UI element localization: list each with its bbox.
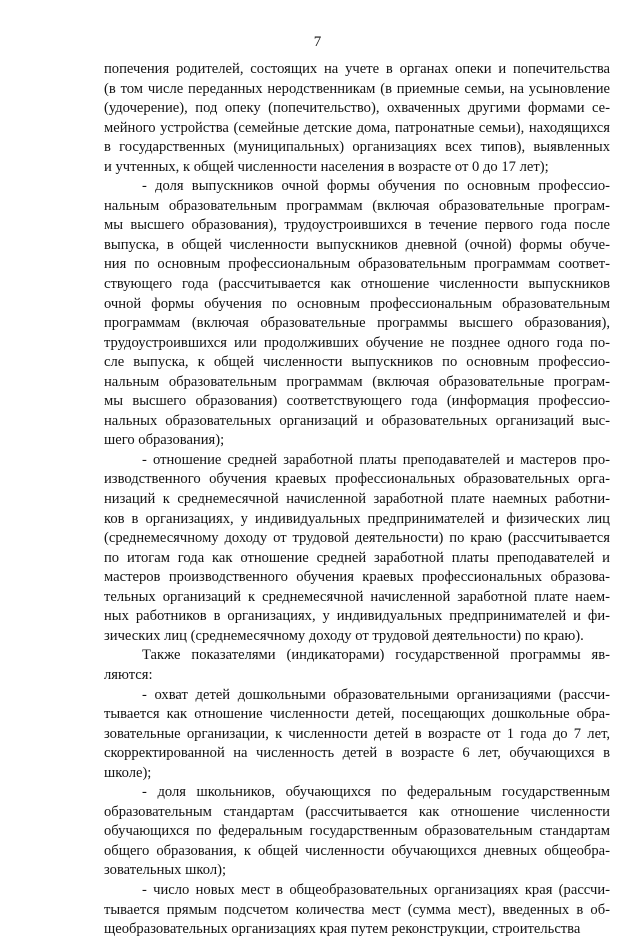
text-line: ствующего года (рассчитывается как отношение численности выпускников bbox=[104, 276, 610, 293]
text-line: трудоустроившихся или продолживших обучение не позднее одного года по- bbox=[104, 334, 610, 351]
text-line: мы высшего образования) соответствующего года (информация профессио- bbox=[104, 393, 610, 410]
text-line: нальных образовательных организаций и образовательных организаций выс- bbox=[104, 412, 610, 429]
text-line: очной формы обучения по основным профессиональным образовательным bbox=[104, 295, 610, 312]
text-line: зовательные организации, к численности детей в возрасте от 1 года до 7 лет, bbox=[104, 725, 610, 742]
text-line: нальным образовательным программам (включая образовательные програм- bbox=[104, 373, 610, 390]
text-line: попечения родителей, состоящих на учете в органах опеки и попечительства bbox=[104, 61, 610, 77]
text-line: - охват детей дошкольными образовательными организациями (рассчи- bbox=[142, 686, 610, 703]
paragraph bbox=[104, 686, 610, 784]
paragraph bbox=[104, 60, 610, 177]
text-line: (удочерение), под опеку (попечительство), охваченных другими формами се- bbox=[104, 100, 610, 117]
text-line: - доля школьников, обучающихся по федеральным государственным bbox=[142, 784, 610, 801]
text-line: щеобразовательных организациях края путем реконструкции, строительства bbox=[104, 921, 581, 938]
text-line: школе); bbox=[104, 764, 152, 781]
text-line: мы высшего образования), трудоустроившихся в течение первого года после bbox=[104, 217, 610, 234]
text-line: образовательным стандартам (рассчитывается как отношение численности bbox=[104, 803, 610, 820]
text-line: зических лиц (среднемесячному доходу от трудовой деятельности) по краю). bbox=[104, 627, 584, 644]
text-line: в государственных (муниципальных) организациях всех типов), выявленных bbox=[104, 139, 610, 156]
text-line: общего образования, к общей численности обучающихся дневных общеобра- bbox=[104, 842, 610, 859]
text-line: Также показателями (индикаторами) государственной программы яв- bbox=[142, 647, 610, 664]
paragraph bbox=[104, 451, 610, 646]
text-line: низаций к среднемесячной начисленной заработной плате наемных работни- bbox=[104, 491, 610, 508]
text-line: мастеров производственного обучения краевых профессиональных образова- bbox=[104, 569, 610, 586]
text-line: - число новых мест в общеобразовательных организациях края (рассчи- bbox=[142, 881, 610, 898]
text-line: ных работников в организациях, у индивидуальных предпринимателей и фи- bbox=[104, 608, 610, 625]
text-line: по итогам года как отношение средней заработной платы преподавателей и bbox=[104, 549, 610, 566]
text-line: (в том числе переданных неродственникам (в приемные семьи, на усыновление bbox=[104, 80, 610, 97]
text-line: выпуска, в общей численности выпускников дневной (очной) формы обуче- bbox=[104, 236, 610, 253]
text-line: ния по основным профессиональным образовательным программам соответ- bbox=[104, 256, 610, 273]
paragraph bbox=[104, 646, 610, 685]
text-line: и учтенных, к общей численности населения в возрасте от 0 до 17 лет); bbox=[104, 158, 549, 175]
text-line: нальным образовательным программам (включая образовательные програм- bbox=[104, 197, 610, 214]
paragraph bbox=[104, 783, 610, 881]
text-line: программам (включая образовательные программы высшего образования), bbox=[104, 315, 610, 332]
text-line: зовательных школ); bbox=[104, 862, 227, 879]
document-body bbox=[104, 60, 610, 940]
paragraph bbox=[104, 177, 610, 451]
text-line: - доля выпускников очной формы обучения по основным профессио- bbox=[142, 178, 610, 195]
text-line: мейного устройства (семейные детские дома, патронатные семьи), находящихся bbox=[104, 119, 610, 136]
text-line: ляются: bbox=[104, 666, 153, 683]
text-line: шего образования); bbox=[104, 432, 225, 449]
page-number: 7 bbox=[313, 34, 322, 50]
text-line: тывается как отношение численности детей, посещающих дошкольные обра- bbox=[104, 706, 610, 723]
paragraph bbox=[104, 881, 610, 940]
text-line: сле выпуска, к общей численности выпускников по основным профессио- bbox=[104, 354, 610, 371]
text-line: тельных организаций к среднемесячной начисленной заработной плате наем- bbox=[104, 588, 610, 605]
text-line: ков в организациях, у индивидуальных предпринимателей и физических лиц bbox=[104, 510, 610, 527]
text-line: скорректированной на численность детей в возрасте 6 лет, обучающихся в bbox=[104, 745, 610, 762]
text-line: тывается прямым подсчетом количества мест (сумма мест), введенных в об- bbox=[104, 901, 610, 918]
text-line: изводственного обучения краевых профессиональных образовательных орга- bbox=[104, 471, 610, 488]
text-line: (среднемесячному доходу от трудовой деятельности) по краю (рассчитывается bbox=[104, 530, 610, 547]
text-line: - отношение средней заработной платы преподавателей и мастеров про- bbox=[142, 451, 610, 468]
text-line: обучающихся по федеральным государственным образовательным стандартам bbox=[104, 823, 610, 840]
